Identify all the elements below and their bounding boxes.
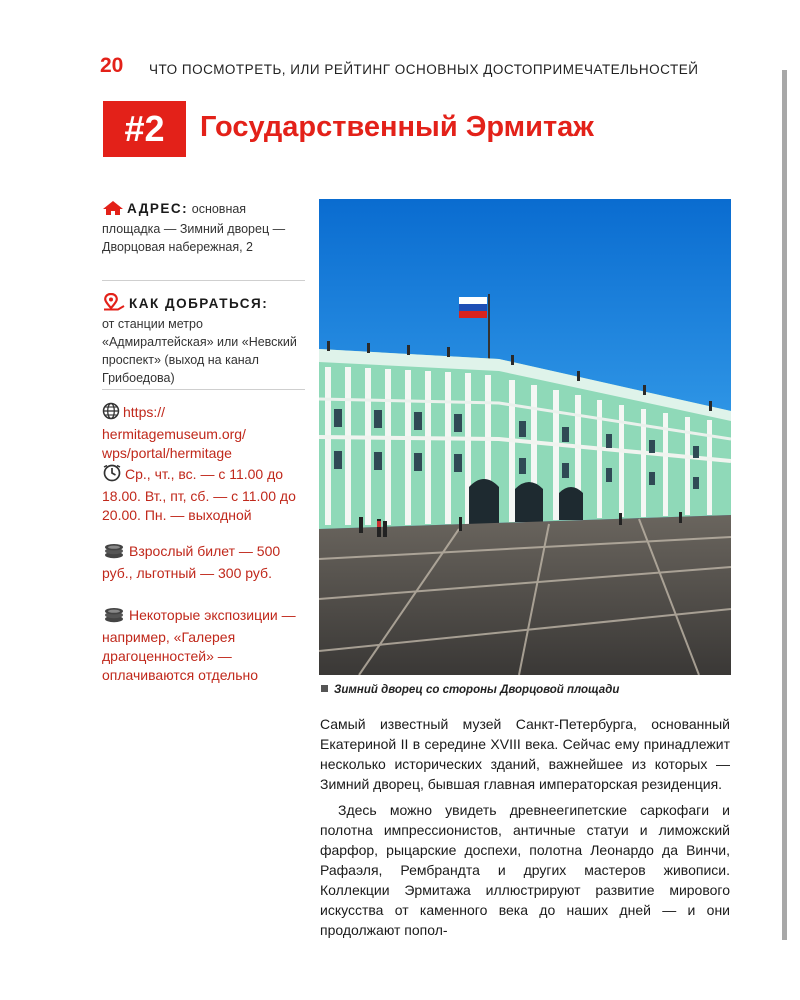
caption-text: Зимний дворец со стороны Дворцовой площади <box>334 684 620 696</box>
photo-caption <box>321 684 619 696</box>
directions-label: КАК ДОБРАТЬСЯ: <box>129 296 269 311</box>
address-label: АДРЕС: <box>127 201 189 216</box>
paragraph: Здесь можно увидеть древнеегипетские саркофаги и полотна импрессионистов, античные статуи и лиможский фарфор, рыцарские доспехи, полотна Леонардо да Винчи, Рафаэля, Рембрандта и других мастеров живописи. Коллекции Эрмитажа иллюстрируют развитие мирового искусства от каменного века до наших дней — и они продолжают попол- <box>320 802 730 938</box>
rank-badge: #2 <box>103 101 186 157</box>
page-header <box>100 56 770 82</box>
coins-icon <box>102 543 126 564</box>
hours-value: Ср., чт., вс. — с 11.00 до 18.00. Вт., пт, сб. — с 11.00 до 20.00. Пн. — выходной <box>102 466 296 523</box>
location-pin-icon <box>102 293 126 315</box>
page-title: Государственный Эрмитаж <box>200 111 594 143</box>
divider <box>102 389 305 390</box>
winter-palace-photo <box>319 199 731 675</box>
globe-icon <box>102 402 120 425</box>
directions-value: от станции метро «Адмиралтейская» или «Невский проспект» (выход на канал Грибоедова) <box>102 317 297 385</box>
clock-icon <box>102 464 122 487</box>
website-link[interactable]: https:// hermitagemuseum.org/ wps/portal/hermitage <box>102 404 246 461</box>
note-block <box>102 606 305 685</box>
info-sidebar <box>102 200 305 685</box>
page-edge-bar <box>782 70 787 940</box>
website-block <box>102 402 305 464</box>
price-value: Взрослый билет — 500 руб., льготный — 300 руб. <box>102 543 281 581</box>
address-block <box>102 200 305 270</box>
address-value: основная площадка — Зимний дворец — Дворцовая набережная, 2 <box>102 202 286 254</box>
hours-block <box>102 464 305 542</box>
body-text <box>320 714 730 940</box>
house-icon <box>102 200 124 220</box>
divider <box>102 280 305 281</box>
coins-icon <box>102 607 126 628</box>
running-head: ЧТО ПОСМОТРЕТЬ, ИЛИ РЕЙТИНГ ОСНОВНЫХ ДОСТОПРИМЕЧАТЕЛЬНОСТЕЙ <box>149 62 699 77</box>
directions-block <box>102 293 305 385</box>
price-block <box>102 542 305 606</box>
page-number: 20 <box>100 54 124 77</box>
note-value: Некоторые экспозиции — например, «Галерея драгоценностей» — оплачиваются отдельно <box>102 607 296 683</box>
paragraph: Самый известный музей Санкт-Петербурга, основанный Екатериной II в середине XVIII века. Сейчас ему принадлежит несколько исторических зданий, важнейшее из которых — Зимний дворец, бывшая главная императорская резиденция. <box>320 716 730 792</box>
caption-bullet <box>321 685 328 692</box>
